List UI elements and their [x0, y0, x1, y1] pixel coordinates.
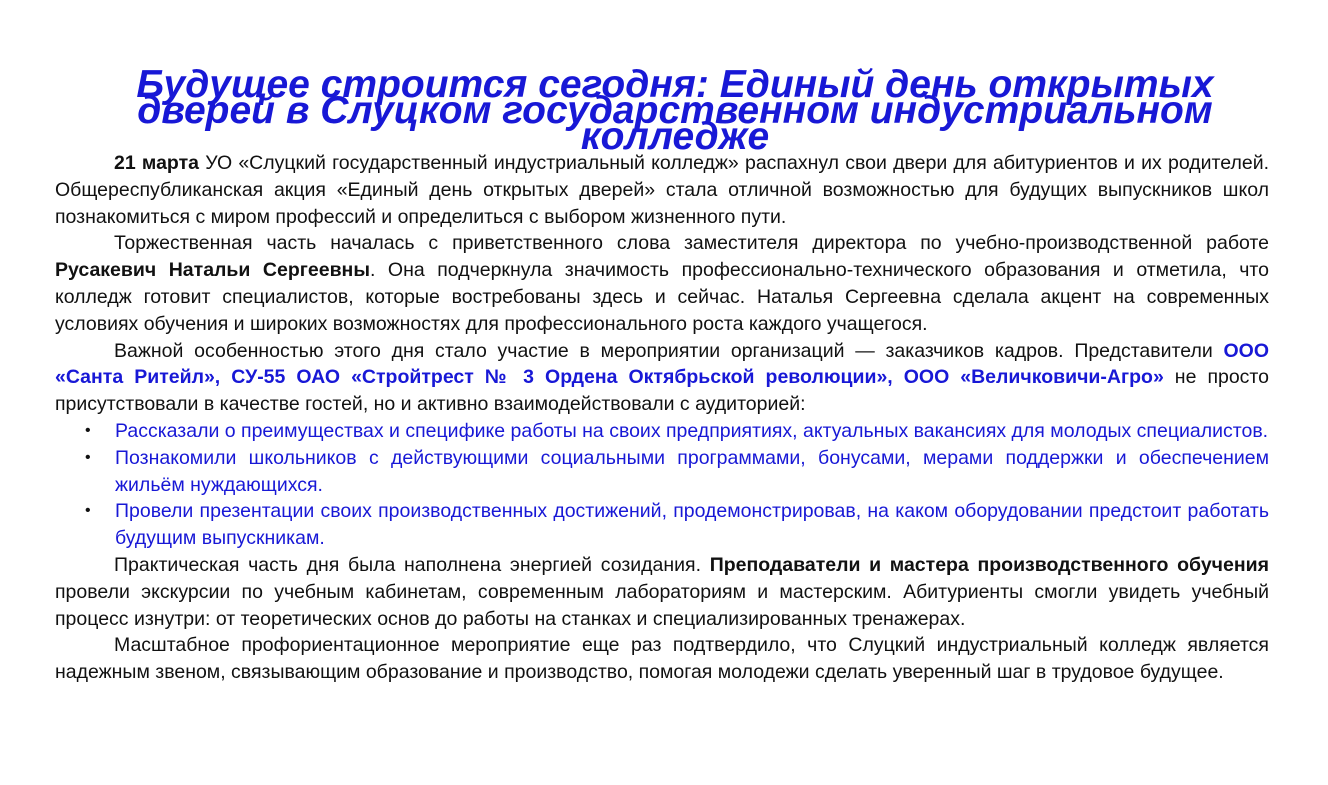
paragraph-employers-text-before: Важной особенностью этого дня стало участие в мероприятии организаций — заказчиков кадров. Представители: [114, 339, 1224, 362]
list-item-text: Провели презентации своих производственных достижений, продемонстрировав, на каком оборудовании предстоит работать будущим выпускникам.: [115, 500, 1269, 550]
list-item: [55, 418, 1269, 445]
paragraph-ceremony-text-before: Торжественная часть началась с приветственного слова заместителя директора по учебно-производственной работе: [114, 232, 1269, 255]
paragraph-practical: [55, 552, 1269, 632]
paragraph-intro: [55, 150, 1269, 230]
employer-activities-list: [55, 418, 1269, 552]
list-item: [55, 498, 1269, 552]
teachers-highlight: Преподаватели и мастера производственного обучения: [709, 553, 1269, 576]
document-body: [55, 63, 1270, 686]
paragraph-practical-text-before: Практическая часть дня была наполнена энергией созидания.: [114, 553, 710, 576]
paragraph-employers: [55, 338, 1269, 418]
paragraph-ceremony-text-after: . Она подчеркнула значимость профессионально-технического образования и отметила, что колледж готовит специалистов, которые востребованы здесь и сейчас. Наталья Сергеевна сделала акцент на современных условиях обучения и широких возможностях для профессионального роста каждого учащегося.: [55, 259, 1269, 335]
paragraph-practical-text-after: провели экскурсии по учебным кабинетам, современным лабораториям и мастерским. Абитуриенты смогли увидеть учебный процесс изнутри: от теоретических основ до работы на станках и специализированных тренажерах.: [55, 580, 1269, 630]
bullet-icon: •: [85, 421, 91, 439]
bullet-icon: •: [85, 502, 91, 520]
paragraph-employers-text-after: не просто присутствовали в качестве гостей, но и активно взаимодействовали с аудиторией:: [55, 366, 1269, 416]
list-item: [55, 445, 1269, 499]
employer-organizations: ООО «Санта Ритейл», СУ-55 ОАО «Стройтрест № 3 Ордена Октябрьской революции», ООО «Величковичи-Агро»: [55, 339, 1269, 389]
paragraph-conclusion: Масштабное профориентационное мероприятие еще раз подтвердило, что Слуцкий индустриальный колледж является надежным звеном, связывающим образование и производство, помогая молодежи сделать уверенный шаг в трудовое будущее.: [55, 634, 1269, 684]
event-date: 21 марта: [114, 152, 199, 174]
list-item-text: Познакомили школьников с действующими социальными программами, бонусами, мерами поддержки и обеспечением жильём нуждающихся.: [115, 446, 1269, 496]
bullet-icon: •: [85, 448, 91, 466]
paragraph-intro-text: УО «Слуцкий государственный индустриальный колледж» распахнул свои двери для абитуриентов и их родителей. Общереспубликанская акция «Единый день открытых дверей» стала отличной возможностью для будущих выпускников школ познакомиться с миром профессий и определиться с выбором жизненного пути.: [55, 152, 1270, 228]
deputy-director-name: Русакевич Натальи Сергеевны: [55, 259, 370, 282]
list-item-text: Рассказали о преимуществах и специфике работы на своих предприятиях, актуальных вакансиях для молодых специалистов.: [115, 419, 1269, 442]
paragraph-ceremony: [55, 230, 1269, 337]
page-title: Будущее строится сегодня: Единый день открытых дверей в Слуцком государственном индустриальном колледже: [136, 63, 1214, 158]
